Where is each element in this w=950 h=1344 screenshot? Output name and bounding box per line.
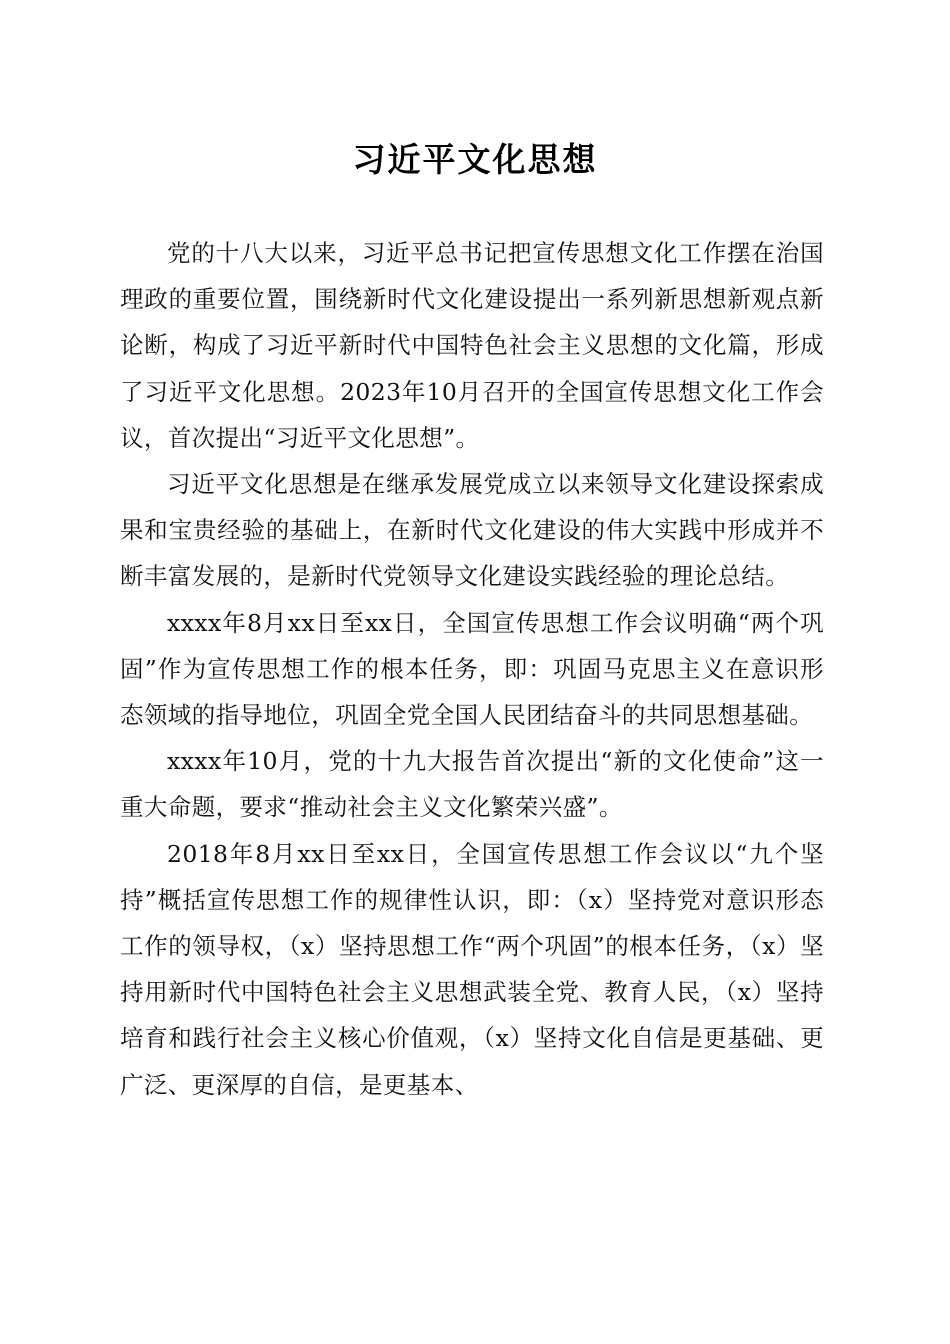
paragraph: 党的十八大以来，习近平总书记把宣传思想文化工作摆在治国理政的重要位置，围绕新时代文化建设提出一系列新思想新观点新论断，构成了习近平新时代中国特色社会主义思想的文化篇，形成了习近平文化思想。2023年10月召开的全国宣传思想文化工作会议，首次提出“习近平文化思想”。 [120, 239, 824, 452]
document-body [120, 230, 824, 1108]
paragraph: xxxx年8月xx日至xx日，全国宣传思想工作会议明确“两个巩固”作为宣传思想工作的根本任务，即：巩固马克思主义在意识形态领域的指导地位，巩固全党全国人民团结奋斗的共同思想基础。 [120, 608, 824, 730]
document-title: 习近平文化思想 [352, 140, 598, 179]
paragraph: 2018年8月xx日至xx日，全国宣传思想工作会议以“九个坚持”概括宣传思想工作的规律性认识，即：（x）坚持党对意识形态工作的领导权，（x）坚持思想工作“两个巩固”的根本任务，（x）坚持用新时代中国特色社会主义思想武装全党、教育人民，（x）坚持培育和践行社会主义核心价值观，（x）坚持文化自信是更基础、更广泛、更深厚的自信，是更基本、 [120, 839, 824, 1099]
paragraph: 习近平文化思想是在继承发展党成立以来领导文化建设探索成果和宝贵经验的基础上，在新时代文化建设的伟大实践中形成并不断丰富发展的，是新时代党领导文化建设实践经验的理论总结。 [120, 470, 824, 591]
paragraph: xxxx年10月，党的十九大报告首次提出“新的文化使命”这一重大命题，要求“推动社会主义文化繁荣兴盛”。 [120, 747, 824, 822]
